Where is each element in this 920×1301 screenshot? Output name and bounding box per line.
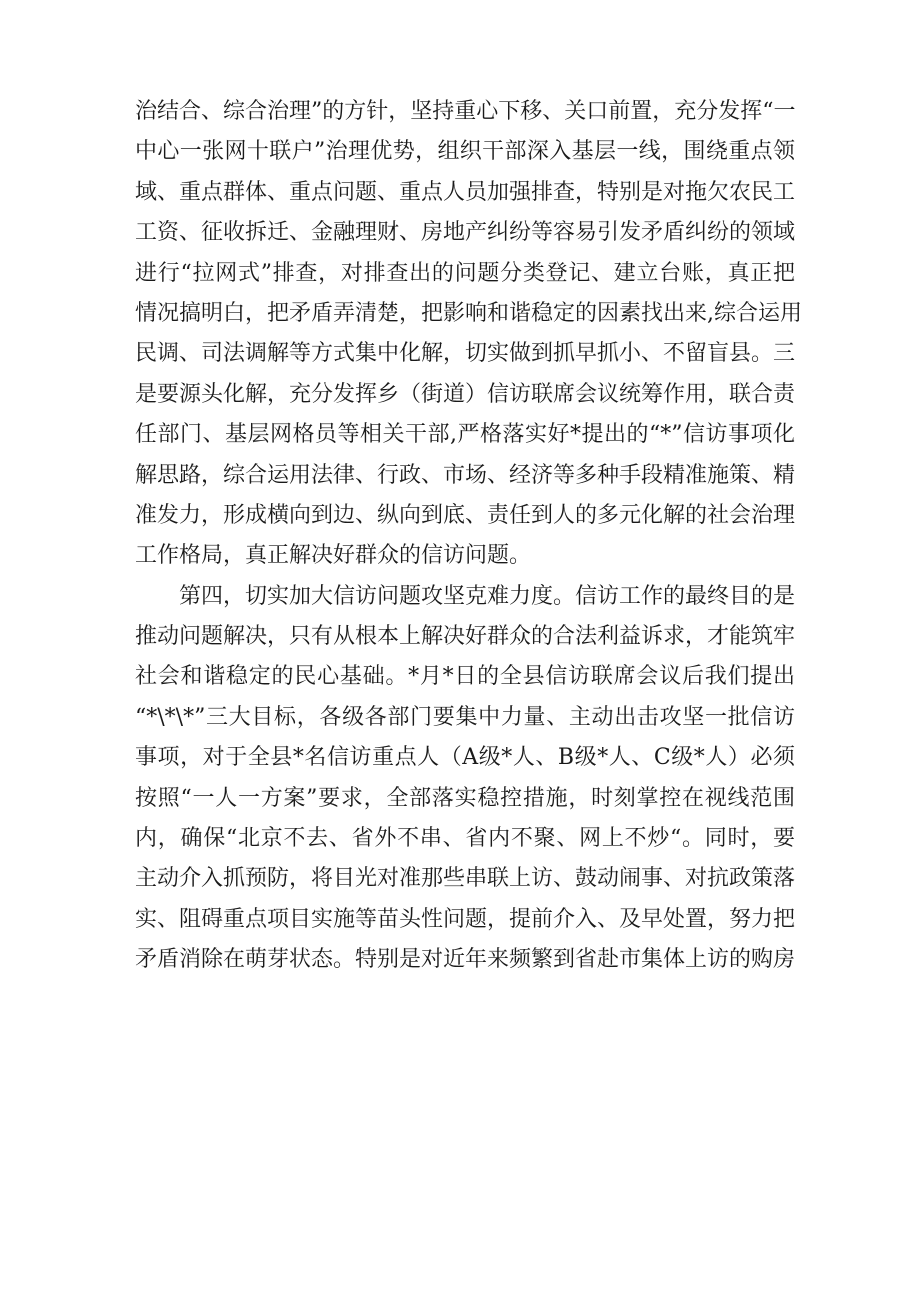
text-line: 任部门、基层网格员等相关干部,严格落实好*提出的“*”信访事项化 [135,422,795,448]
text-line: 工资、征收拆迁、金融理财、房地产纠纷等容易引发矛盾纠纷的领域 [135,220,796,246]
text-line: 中心一张网十联户”治理优势，组织干部深入基层一线，围绕重点领 [135,139,795,165]
text-line: 推动问题解决，只有从根本上解决好群众的合法利益诉求，才能筑牢 [135,624,796,650]
body-text [135,92,802,981]
text-line: “*\*\*”三大目标，各级各部门要集中力量、主动出击攻坚一批信访 [135,704,795,730]
text-line: 进行“拉网式”排查，对排查出的问题分类登记、建立台账，真正把 [135,260,795,286]
text-line: 内，确保“北京不去、省外不串、省内不聚、网上不炒“。同时，要 [135,826,795,852]
text-line: 解思路，综合运用法律、行政、市场、经济等多种手段精准施策、精 [135,462,796,488]
text-line: 是要源头化解，充分发挥乡（街道）信访联席会议统筹作用，联合责 [135,381,796,407]
text-line: 实、阻碍重点项目实施等苗头性问题，提前介入、及早处置，努力把 [135,906,796,932]
paragraph-end-line: 工作格局，真正解决好群众的信访问题。 [135,543,532,569]
text-line: 按照“一人一方案”要求，全部落实稳控措施，时刻掌控在视线范围 [135,785,795,811]
text-line: 情况搞明白，把矛盾弄清楚，把影响和谐稳定的因素找出来,综合运用 [135,300,802,326]
text-line: 社会和谐稳定的民心基础。*月*日的全县信访联席会议后我们提出 [135,664,795,690]
text-line: 主动介入抓预防，将目光对准那些串联上访、鼓动闹事、对抗政策落 [135,866,796,892]
paragraph-first-line: 第四，切实加大信访问题攻坚克难力度。信访工作的最终目的是 [179,583,796,609]
text-line: 矛盾消除在萌芽状态。特别是对近年来频繁到省赴市集体上访的购房 [135,947,796,973]
text-line: 事项，对于全县*名信访重点人（A级*人、B级*人、C级*人）必须 [135,745,795,771]
text-line: 民调、司法调解等方式集中化解，切实做到抓早抓小、不留盲县。三 [135,341,796,367]
text-line: 准发力，形成横向到边、纵向到底、责任到人的多元化解的社会治理 [135,502,796,528]
text-line: 域、重点群体、重点问题、重点人员加强排查，特别是对拖欠农民工 [135,179,796,205]
text-line: 治结合、综合治理”的方针，坚持重心下移、关口前置，充分发挥“一 [135,99,796,124]
